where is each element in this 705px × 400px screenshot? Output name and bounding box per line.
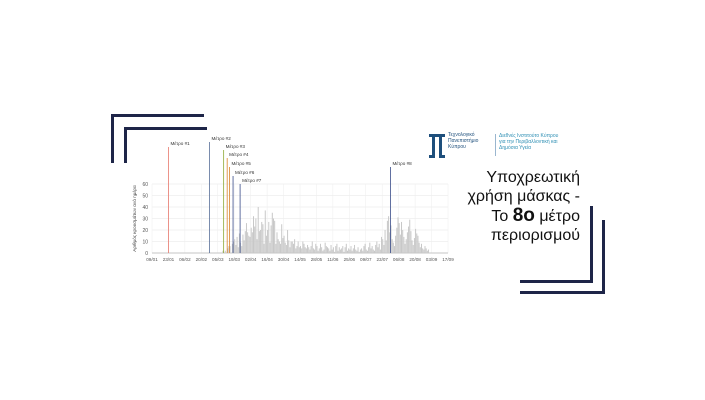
- case-bar: [278, 239, 279, 253]
- case-bar: [340, 250, 341, 253]
- case-bar: [255, 219, 256, 254]
- case-bar: [425, 246, 426, 253]
- measure-label: Μέτρο #4: [229, 152, 249, 157]
- case-bar: [260, 230, 261, 253]
- case-bar: [282, 238, 283, 253]
- case-bar: [423, 250, 424, 253]
- y-tick-label: 50: [142, 193, 148, 200]
- case-bar: [354, 245, 355, 253]
- case-bar: [295, 248, 296, 253]
- case-bar: [379, 244, 380, 253]
- case-bar: [410, 231, 411, 253]
- case-bar: [266, 236, 267, 253]
- case-bar: [316, 246, 317, 253]
- measure-label: Μέτρο #1: [170, 141, 190, 146]
- x-tick-label: 20/08: [409, 257, 421, 262]
- x-tick-label: 16/04: [261, 257, 273, 262]
- case-bar: [342, 246, 343, 253]
- case-bar: [373, 250, 374, 253]
- case-bar: [257, 239, 258, 253]
- logo-divider: [495, 134, 496, 156]
- case-bar: [368, 247, 369, 253]
- headline-post: μέτρο: [539, 208, 580, 225]
- case-bar: [372, 246, 373, 253]
- case-bar: [225, 251, 226, 253]
- logo-desc-line: Διεθνές Ινστιτούτο Κύπρου: [499, 133, 559, 139]
- case-bar: [334, 252, 335, 253]
- x-tick-label: 06/02: [179, 257, 191, 262]
- case-bar: [341, 248, 342, 253]
- case-bar: [375, 245, 376, 253]
- case-bar: [395, 236, 396, 253]
- case-bar: [269, 243, 270, 253]
- case-bar: [380, 250, 381, 253]
- x-tick-label: 09/07: [360, 257, 372, 262]
- case-bar: [234, 239, 235, 253]
- case-bar: [402, 230, 403, 253]
- case-bar: [307, 245, 308, 253]
- logo-institute-name: [499, 133, 579, 151]
- case-bar: [304, 244, 305, 253]
- case-bar: [325, 243, 326, 253]
- case-bar: [286, 245, 287, 253]
- measure-label: Μέτρο #3: [225, 144, 245, 149]
- case-bar: [400, 235, 401, 253]
- case-bar: [329, 251, 330, 253]
- case-bar: [254, 227, 255, 253]
- case-bar: [315, 244, 316, 253]
- case-bar: [349, 250, 350, 253]
- x-tick-label: 14/05: [294, 257, 306, 262]
- case-bar: [419, 243, 420, 253]
- case-bar: [420, 247, 421, 253]
- case-bar: [252, 232, 253, 253]
- case-bar: [251, 228, 252, 253]
- case-bar: [333, 247, 334, 253]
- case-bar: [343, 252, 344, 253]
- case-bar: [273, 219, 274, 254]
- case-bar: [238, 247, 239, 253]
- case-bar: [242, 235, 243, 253]
- case-bar: [406, 239, 407, 253]
- case-bar: [339, 247, 340, 253]
- case-bar: [244, 240, 245, 253]
- case-bar: [356, 251, 357, 253]
- case-bar: [265, 210, 266, 253]
- headline-line-2: χρήση μάσκας -: [467, 188, 580, 205]
- case-bar: [353, 248, 354, 253]
- case-bar: [426, 248, 427, 253]
- case-bar: [318, 251, 319, 253]
- case-bar: [245, 231, 246, 253]
- case-bar: [335, 246, 336, 253]
- headline-line-4: περιορισμού: [490, 227, 580, 244]
- case-bar: [417, 236, 418, 253]
- x-tick-label: 19/03: [228, 257, 240, 262]
- case-bar: [412, 240, 413, 253]
- case-bar: [284, 236, 285, 253]
- x-tick-label: 05/03: [212, 257, 224, 262]
- case-bar: [267, 230, 268, 253]
- case-bar: [382, 239, 383, 253]
- case-bar: [299, 247, 300, 253]
- case-bar: [259, 231, 260, 253]
- case-bar: [358, 247, 359, 253]
- case-bar: [311, 246, 312, 253]
- case-bar: [355, 250, 356, 253]
- case-bar: [313, 248, 314, 253]
- case-bar: [409, 220, 410, 253]
- case-bar: [300, 246, 301, 253]
- case-bar: [280, 244, 281, 253]
- y-axis-label: Αριθμός κρουσμάτων ανά ημέρα: [132, 185, 137, 252]
- case-bar: [422, 248, 423, 253]
- case-bar: [235, 245, 236, 253]
- case-bar: [370, 248, 371, 253]
- case-bar: [249, 237, 250, 253]
- case-bar: [405, 244, 406, 253]
- case-bar: [279, 242, 280, 254]
- case-bar: [302, 242, 303, 254]
- case-bar: [321, 247, 322, 253]
- case-bar: [362, 251, 363, 253]
- case-bar: [287, 230, 288, 253]
- y-tick-label: 20: [142, 228, 148, 234]
- case-bar: [281, 224, 282, 253]
- case-bar: [336, 244, 337, 253]
- case-bar: [396, 228, 397, 253]
- case-bar: [428, 250, 429, 253]
- measure-label: Μέτρο #5: [231, 161, 251, 166]
- case-bar: [388, 216, 389, 253]
- logo-name-line: Τεχνολογικό: [448, 132, 475, 138]
- case-bar: [401, 222, 402, 253]
- case-bar: [285, 243, 286, 253]
- case-bar: [292, 242, 293, 254]
- x-tick-label: 17/09: [442, 257, 454, 262]
- case-bar: [407, 232, 408, 253]
- case-bar: [374, 251, 375, 253]
- x-tick-label: 28/05: [310, 257, 323, 262]
- case-bar: [346, 244, 347, 253]
- case-bar: [314, 250, 315, 253]
- case-bar: [369, 243, 370, 253]
- case-bar: [338, 251, 339, 253]
- case-bar: [359, 252, 360, 253]
- x-tick-label: 20/02: [195, 257, 208, 262]
- case-bar: [312, 242, 313, 254]
- case-bar: [347, 251, 348, 253]
- case-bar: [367, 251, 368, 253]
- x-tick-label: 03/09: [425, 257, 438, 262]
- case-bar: [397, 217, 398, 253]
- case-bar: [360, 250, 361, 253]
- case-bar: [246, 223, 247, 253]
- headline-number: 8ο: [512, 205, 535, 226]
- case-bar: [332, 250, 333, 253]
- case-bar: [319, 248, 320, 253]
- case-bar: [274, 221, 275, 253]
- case-bar: [248, 236, 249, 253]
- case-bar: [262, 224, 263, 253]
- case-bar: [309, 250, 310, 253]
- case-bar: [288, 240, 289, 253]
- case-bar: [323, 250, 324, 253]
- case-bar: [387, 221, 388, 253]
- measure-label: Μέτρο #8: [392, 161, 412, 166]
- case-bar: [403, 237, 404, 253]
- case-bar: [258, 207, 259, 253]
- case-bar: [414, 238, 415, 253]
- case-bar: [289, 247, 290, 253]
- case-bar: [361, 248, 362, 253]
- x-tick-label: 23/07: [376, 257, 388, 262]
- y-tick-label: 60: [142, 182, 148, 188]
- case-bar: [322, 251, 323, 253]
- x-tick-label: 25/06: [343, 257, 356, 262]
- case-bar: [296, 246, 297, 253]
- x-tick-label: 02/04: [244, 257, 257, 262]
- case-bar: [291, 242, 292, 254]
- logo-desc-line: Δημόσια Υγεία: [499, 145, 531, 151]
- case-bar: [264, 244, 265, 253]
- x-tick-label: 30/04: [277, 257, 290, 262]
- case-bar: [366, 250, 367, 253]
- case-bar: [392, 239, 393, 253]
- case-bar: [247, 232, 248, 253]
- case-bar: [378, 247, 379, 253]
- case-bar: [427, 251, 428, 253]
- case-bar: [363, 246, 364, 253]
- case-bar: [271, 225, 272, 253]
- cases-chart: [128, 130, 468, 270]
- case-bar: [326, 246, 327, 253]
- case-bar: [294, 239, 295, 253]
- case-bar: [352, 251, 353, 253]
- x-tick-label: 11/06: [327, 257, 339, 262]
- x-tick-label: 06/08: [392, 257, 405, 262]
- case-bar: [328, 248, 329, 253]
- logo-name-line: Πανεπιστήμιο: [448, 138, 479, 144]
- case-bar: [241, 246, 242, 253]
- x-tick-label: 23/01: [162, 257, 175, 262]
- case-bar: [298, 242, 299, 254]
- case-bar: [376, 242, 377, 254]
- case-bar: [383, 245, 384, 253]
- y-tick-label: 10: [142, 239, 148, 246]
- case-bar: [275, 244, 276, 253]
- case-bar: [348, 248, 349, 253]
- case-bar: [416, 233, 417, 253]
- case-bar: [268, 222, 269, 253]
- logo-name-line: Κύπρου: [448, 144, 466, 150]
- case-bar: [261, 222, 262, 253]
- measure-label: Μέτρο #6: [235, 170, 255, 175]
- y-tick-label: 30: [142, 216, 148, 223]
- case-bar: [386, 240, 387, 253]
- case-bar: [365, 244, 366, 253]
- case-bar: [308, 247, 309, 253]
- case-bar: [272, 213, 273, 253]
- case-bar: [305, 247, 306, 253]
- x-tick-label: 09/01: [146, 257, 158, 262]
- case-bar: [237, 237, 238, 253]
- measure-label: Μέτρο #7: [242, 178, 262, 183]
- case-bar: [327, 247, 328, 253]
- case-bar: [421, 244, 422, 253]
- y-tick-label: 40: [142, 205, 148, 211]
- case-bar: [385, 230, 386, 253]
- case-bar: [351, 246, 352, 253]
- case-bar: [381, 237, 382, 253]
- case-bar: [331, 245, 332, 253]
- case-bar: [277, 232, 278, 253]
- case-bar: [413, 245, 414, 253]
- case-bar: [394, 246, 395, 253]
- case-bar: [345, 247, 346, 253]
- case-bar: [293, 244, 294, 253]
- case-bar: [301, 248, 302, 253]
- headline-pre: Το: [491, 208, 509, 225]
- case-bar: [415, 229, 416, 253]
- case-bar: [320, 244, 321, 253]
- measure-label: Μέτρο #2: [211, 136, 231, 141]
- y-tick-label: 0: [145, 251, 148, 257]
- case-bar: [306, 248, 307, 253]
- case-bar: [399, 223, 400, 253]
- case-bar: [393, 243, 394, 253]
- case-bar: [253, 216, 254, 253]
- case-bar: [408, 227, 409, 253]
- headline-line-1: Υποχρεωτική: [486, 169, 580, 186]
- logo-desc-line: για την Περιβαλλοντική και: [499, 139, 558, 145]
